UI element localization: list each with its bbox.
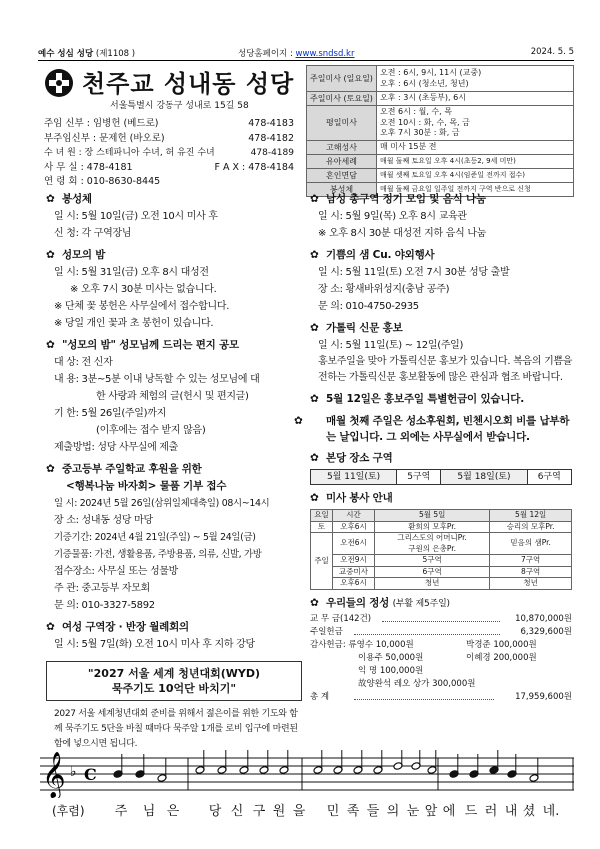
table-cell: 교중미사 [333,566,375,578]
section-title: 우리들의 정성 [326,596,390,609]
section-title: 5월 12일은 홍보주일 특별헌금이 있습니다. [326,393,525,405]
cleaning-area: 5구역 [397,470,441,485]
text-line: (이후에는 접수 받지 않음) [96,425,206,436]
table-row [311,533,572,555]
section-dues [294,413,576,445]
cleaning-area: 6구역 [527,470,571,485]
table-cell: 그리스도의 어머니Pr. 구원의 은총Pr. [375,533,490,555]
lyric-syllable: 구 [252,804,266,819]
offering-row: 익 명 100,000원 [358,665,424,676]
lyric-syllable: 에 [442,804,456,819]
text-line: 한 사랑과 체험의 글(헌시 및 편지글) [96,391,249,402]
refrain-label: (후렴) [52,804,85,818]
section-title-suffix: (부활 제5주일) [392,598,450,609]
staff-row: 부주임신부 : 문제헌 (바오로) 478-4182 [44,132,294,144]
section-leaders-meeting [46,619,302,653]
offering-list [310,613,576,704]
text-line: 일 시: 5월 9일(목) 오후 8시 교육관 [318,211,467,222]
lyric-syllable: 내 [504,804,518,819]
lyric-syllable: 앞 [424,804,438,819]
wyd-subtitle: 묵주기도 10억단 바치기" [111,682,237,695]
table-cell: 환희의 모후Pr. [375,521,490,533]
section-newspaper [310,320,576,386]
mass-value: 오전 6시 : 월, 수, 목 오전 10시 : 화, 수, 목, 금 오후 7시 30분 : 화, 금 [377,106,574,141]
mass-value: 매 미사 15분 전 [377,140,574,154]
mass-value: 매월 둘째 토요일 오후 4시(초등2, 9세 미만) [377,154,574,168]
mass-label: 봉성체 [307,182,377,196]
staff-row: 연 령 회 : 010-8630-8445 [44,176,161,188]
top-divider [38,60,574,61]
table-cell: 7구역 [490,555,572,567]
table-cell: 승리의 모후Pr. [490,521,572,533]
table-row [311,578,572,590]
text-line: ※ 오후 8시 30분 대성전 지하 음식 나눔 [318,228,487,239]
text-line: ※ 오후 7시 30분 미사는 없습니다. [70,284,217,295]
text-line: 문 의: 010-4750-2935 [318,301,419,312]
lyric-syllable: 주 [114,804,128,819]
text-line: 일 시: 5월 10일(금) 오전 10시 미사 후 [54,211,218,222]
flower-bullet-icon: ✿ [310,492,319,504]
staff-row: 수 녀 원 : 장 스테파니아 수녀, 허 유진 수녀 478-4189 [44,148,294,159]
flower-bullet-icon: ✿ [46,621,55,633]
table-header: 5월 12일 [490,510,572,522]
section-title: 미사 봉사 안내 [326,492,393,504]
mass-label: 고해성사 [307,140,377,154]
lyric-syllable: 원 [272,804,286,819]
table-cell: 8구역 [490,566,572,578]
offering-row: 주일헌금 6,329,600원 [310,626,572,637]
staff-row: 사 무 실 : 478-4181 F A X : 478-4184 [44,161,294,173]
music-staff [40,750,574,798]
text-line: 일 시: 5월 11일(토) 오전 7시 30분 성당 출발 [318,267,510,278]
section-subtitle: <행복나눔 바자회> 물품 기부 접수 [66,480,227,492]
church-logo-icon [44,68,74,98]
wyd-title: "2027 서울 세계 청년대회(WYD) [87,667,261,680]
text-line: ※ 당일 개인 꽃과 초 봉헌이 있습니다. [54,318,214,329]
section-mass-duty [310,490,576,590]
lyric-syllable: 셨 [522,804,536,819]
mass-label: 주일미사 (토요일) [307,92,377,106]
lyric-syllable: 들 [366,804,380,819]
table-cell: 토 [311,521,333,533]
flat-icon: ♭ [70,764,77,780]
lyric-syllable: 러 [484,804,498,819]
table-cell: 6구역 [375,566,490,578]
issue-date: 2024. 5. 5 [530,47,574,57]
text-line: 내 용: 3분~5분 이내 낭독할 수 있는 성모님에 대 [54,374,260,385]
text-line: 대 상: 전 신자 [54,357,113,368]
lyric-syllable: 은 [166,804,180,819]
section-marian-night [46,247,302,332]
lyric-syllable: 네. [542,804,560,819]
table-cell: 오후6시 [333,578,375,590]
text-line: 장 소: 성내동 성당 마당 [54,515,153,526]
text-line: 일 시: 2024년 5월 26일(삼위일체대축일) 08시~14시 [54,498,270,509]
flower-bullet-icon: ✿ [46,249,55,261]
section-title: 여성 구역장 · 반장 월례회의 [62,621,189,633]
mass-value: 매월 둘째 금요일 일주일 전까지 구역 반으로 신청 [377,182,574,196]
flower-bullet-icon: ✿ [46,339,55,351]
cleaning-date: 5월 11일(토) [311,470,397,485]
lyric-syllable: 신 [230,804,244,819]
mass-value: 오전 : 6시, 9시, 11시 (교중) 오후 : 6시 (청소년, 청년) [377,66,574,92]
table-cell: 오전6시 [333,533,375,555]
flower-bullet-icon: ✿ [310,393,319,405]
mass-duty-table [310,509,572,590]
text-line: 주 관: 중고등부 자모회 [54,583,150,594]
cleaning-table [310,469,572,485]
text-line: 문 의: 010-3327-5892 [54,600,155,611]
wyd-box [46,661,302,701]
section-title: 중고등부 주일학교 후원을 위한 [62,463,202,475]
mass-label: 평일미사 [307,106,377,141]
table-cell: 오전9시 [333,555,375,567]
section-title: 가톨릭 신문 홍보 [326,322,403,334]
mass-label: 주일미사 (일요일) [307,66,377,92]
table-header: 5월 5일 [375,510,490,522]
text-line: 접수장소: 사무실 또는 성물방 [54,566,179,577]
text-line: 기증물품: 가전, 생활용품, 주방용품, 의류, 신발, 가방 [54,549,262,560]
text-line: 일 시: 5월 7일(화) 오전 10시 미사 후 지하 강당 [54,639,255,650]
left-column [46,191,302,752]
mass-value: 매월 셋째 토요일 오후 4시(임준일 전까지 접수) [377,168,574,182]
section-communion [46,191,302,242]
text-paragraph: 홍보주일을 맞아 가톨릭신문 홍보가 있습니다. 복음의 기쁨을 전하는 가톨릭신문 홍보활동에 많은 관심과 협조 바랍니다. [318,356,573,383]
section-title: 남성 총구역 정기 모임 및 음식 나눔 [326,193,486,205]
cleaning-date: 5월 18일(토) [441,470,527,485]
right-column [294,191,576,709]
text-line: 장 소: 황새바위성지(충남 공주) [318,284,450,295]
table-cell: 청년 [490,578,572,590]
offering-row: 감사헌금: 류영수 10,000원 박경준 100,000원 [310,639,537,650]
text-line: 일 시: 5월 11일(토) ~ 12일(주일) [318,340,464,351]
offering-row: 이용주 50,000원 이혜경 200,000원 [358,652,537,663]
offering-row: 교 무 금(142건) 10,870,000원 [310,613,572,624]
church-name: 천주교 성내동 성당 [82,70,295,98]
table-cell: 청년 [375,578,490,590]
section-title: 봉성체 [62,193,92,205]
lyric-syllable: 드 [464,804,478,819]
wyd-body: 2027 서울 세계청년대회 준비를 위해서 젊은이를 위한 기도와 함께 묵주기도 5단을 바칠 때마다 묵주알 1개를 로비 입구에 마련된 함에 넣으시면 됩니다. [54,709,298,749]
lyrics-line [52,800,572,822]
section-title: 성모의 밤 [62,249,106,261]
website-link[interactable]: www.sndsd.kr [295,49,355,59]
section-title: 본당 장소 구역 [326,452,393,464]
issue-info: 예수 성심 성당 (제1108 ) [38,49,136,59]
flower-bullet-icon: ✿ [46,463,55,475]
section-title: 매월 첫째 주일은 성소후원회, 빈첸시오회 비를 납부하는 날입니다. 그 외에는 사무실에서 받습니다. [326,415,570,443]
lyric-syllable: 을 [292,804,306,819]
mass-times-table [306,65,574,197]
section-title: "성모의 밤" 성모님께 드리는 편지 공모 [62,339,239,351]
flower-bullet-icon: ✿ [310,452,319,464]
table-row [311,521,572,533]
staff-row: 주임 신부 : 임병헌 (베드로) 478-4183 [44,118,294,129]
section-offering [310,595,576,704]
table-header: 시간 [333,510,375,522]
table-cell: 믿음의 샘Pr. [490,533,572,555]
offering-row: 총 계 17,959,600원 [310,691,572,702]
lyric-syllable: 의 [386,804,400,819]
offering-row: 故양완석 레오 상가 300,000원 [358,678,476,689]
text-line: 기증기간: 2024년 4월 21일(주일) ~ 5월 24일(금) [54,532,256,543]
flower-bullet-icon: ✿ [310,322,319,334]
lyric-syllable: 눈 [406,804,420,819]
section-title: 기쁨의 샘 Cu. 야외행사 [326,249,435,261]
section-mens-meeting [310,191,576,242]
lyric-syllable: 님 [142,804,156,819]
section-letter-contest [46,337,302,456]
text-line: ※ 단체 꽃 봉헌은 사무실에서 접수합니다. [54,301,230,312]
flower-bullet-icon: ✿ [310,596,319,609]
mass-label: 혼인면담 [307,168,377,182]
website-info: 성당홈페이지 : www.sndsd.kr [238,49,355,59]
section-outdoor-event [310,247,576,315]
treble-clef-icon: 𝄞 [42,752,66,798]
text-line: 일 시: 5월 31일(금) 오후 8시 대성전 [54,267,209,278]
lyric-syllable: 민 [326,804,340,819]
common-time-icon: C [84,765,97,784]
table-cell: 주일 [311,533,333,590]
staff-list [44,117,294,190]
flower-bullet-icon: ✿ [294,415,303,427]
text-line: 신 청: 각 구역장님 [54,228,132,239]
text-line: 제출방법: 성당 사무실에 제출 [54,442,179,453]
flower-bullet-icon: ✿ [310,193,319,205]
flower-bullet-icon: ✿ [310,249,319,261]
section-special-collection [310,391,576,408]
mass-label: 유아세례 [307,154,377,168]
mass-value: 오후 : 3시 (초등부), 6시 [377,92,574,106]
flower-bullet-icon: ✿ [46,193,55,205]
table-cell: 5구역 [375,555,490,567]
section-cleaning [310,450,576,485]
church-address: 서울특별시 강동구 성내로 15길 58 [110,101,249,111]
lyric-syllable: 족 [346,804,360,819]
table-header: 요일 [311,510,333,522]
lyric-syllable: 당 [208,804,222,819]
table-cell: 오후6시 [333,521,375,533]
table-row [311,555,572,567]
section-bazaar [46,461,302,614]
text-line: 기 한: 5월 26일(주일)까지 [54,408,166,419]
table-row [311,566,572,578]
top-bar [38,44,574,60]
